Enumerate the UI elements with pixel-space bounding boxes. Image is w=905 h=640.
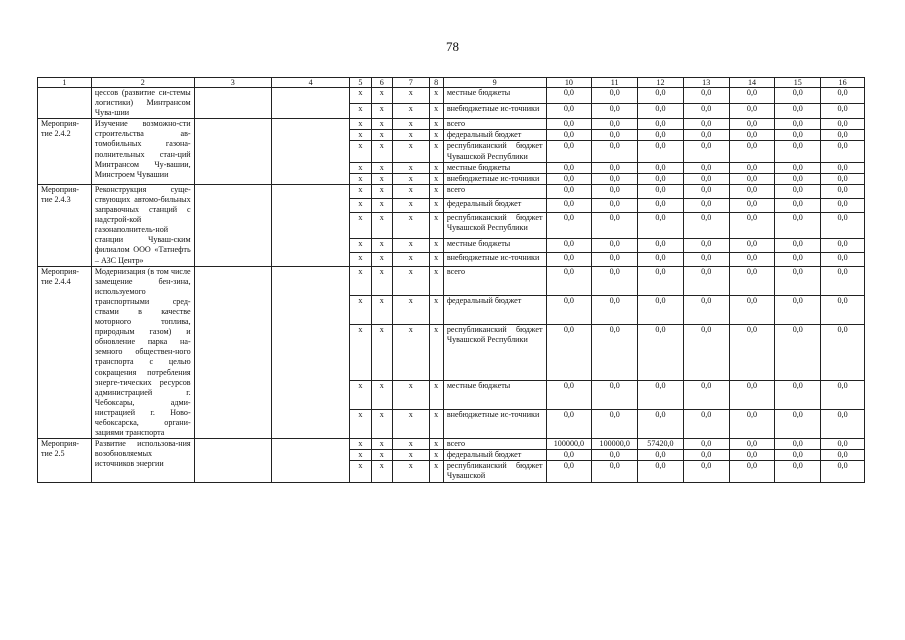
header-cell: 11 [592, 78, 638, 88]
empty-cell-col4 [271, 119, 349, 185]
empty-cell-col3 [194, 88, 271, 119]
code-mark-cell: x [350, 103, 371, 119]
code-mark-cell: x [350, 238, 371, 252]
amount-cell: 0,0 [546, 88, 592, 104]
amount-cell: 0,0 [683, 252, 729, 266]
amount-cell: 0,0 [821, 173, 865, 184]
code-mark-cell: x [392, 88, 429, 104]
code-mark-cell: x [371, 325, 392, 381]
amount-cell: 0,0 [592, 162, 638, 173]
code-mark-cell: x [350, 380, 371, 409]
funding-source-cell: местные бюджеты [443, 162, 546, 173]
amount-cell: 0,0 [592, 380, 638, 409]
code-mark-cell: x [429, 380, 443, 409]
amount-cell: 0,0 [638, 130, 684, 141]
amount-cell: 0,0 [592, 325, 638, 381]
code-mark-cell: x [371, 461, 392, 482]
header-cell: 14 [729, 78, 775, 88]
amount-cell: 0,0 [821, 380, 865, 409]
code-mark-cell: x [350, 409, 371, 438]
amount-cell: 0,0 [775, 409, 821, 438]
code-mark-cell: x [350, 439, 371, 450]
amount-cell: 0,0 [638, 295, 684, 324]
funding-source-cell: всего [443, 266, 546, 295]
amount-cell: 0,0 [638, 103, 684, 119]
code-mark-cell: x [429, 198, 443, 212]
amount-cell: 0,0 [775, 173, 821, 184]
amount-cell: 0,0 [821, 461, 865, 482]
code-mark-cell: x [392, 119, 429, 130]
table-row [38, 88, 865, 104]
amount-cell: 0,0 [821, 252, 865, 266]
amount-cell: 0,0 [821, 295, 865, 324]
code-mark-cell: x [371, 409, 392, 438]
amount-cell: 0,0 [729, 380, 775, 409]
code-mark-cell: x [350, 88, 371, 104]
measure-description-cell: Развитие использова-ния возобновляемых источников энергии [91, 439, 194, 482]
amount-cell: 0,0 [729, 409, 775, 438]
amount-cell: 0,0 [638, 450, 684, 461]
amount-cell: 0,0 [775, 198, 821, 212]
header-cell: 12 [638, 78, 684, 88]
amount-cell: 0,0 [729, 162, 775, 173]
amount-cell: 0,0 [546, 266, 592, 295]
empty-cell-col4 [271, 439, 349, 482]
amount-cell: 0,0 [638, 409, 684, 438]
amount-cell: 0,0 [729, 266, 775, 295]
amount-cell: 0,0 [638, 88, 684, 104]
code-mark-cell: x [371, 439, 392, 450]
amount-cell: 0,0 [821, 130, 865, 141]
code-mark-cell: x [429, 252, 443, 266]
amount-cell: 0,0 [729, 130, 775, 141]
amount-cell: 0,0 [775, 162, 821, 173]
amount-cell: 0,0 [638, 212, 684, 238]
code-mark-cell: x [429, 266, 443, 295]
code-mark-cell: x [350, 198, 371, 212]
empty-cell-col4 [271, 266, 349, 439]
amount-cell: 0,0 [775, 450, 821, 461]
amount-cell: 0,0 [775, 184, 821, 198]
amount-cell: 0,0 [821, 184, 865, 198]
code-mark-cell: x [350, 461, 371, 482]
amount-cell: 0,0 [821, 103, 865, 119]
amount-cell: 0,0 [592, 103, 638, 119]
amount-cell: 0,0 [546, 295, 592, 324]
amount-cell: 0,0 [592, 212, 638, 238]
amount-cell: 57420,0 [638, 439, 684, 450]
amount-cell: 0,0 [546, 119, 592, 130]
amount-cell: 0,0 [729, 141, 775, 162]
amount-cell: 0,0 [729, 295, 775, 324]
code-mark-cell: x [429, 212, 443, 238]
code-mark-cell: x [392, 380, 429, 409]
funding-source-cell: всего [443, 184, 546, 198]
table-row [38, 119, 865, 130]
amount-cell: 0,0 [592, 409, 638, 438]
code-mark-cell: x [392, 450, 429, 461]
amount-cell: 0,0 [638, 198, 684, 212]
code-mark-cell: x [350, 252, 371, 266]
code-mark-cell: x [392, 295, 429, 324]
funding-source-cell: внебюджетные ис-точники [443, 103, 546, 119]
amount-cell: 0,0 [683, 198, 729, 212]
amount-cell: 0,0 [821, 266, 865, 295]
code-mark-cell: x [371, 450, 392, 461]
amount-cell: 0,0 [683, 461, 729, 482]
amount-cell: 0,0 [821, 88, 865, 104]
amount-cell: 0,0 [775, 461, 821, 482]
code-mark-cell: x [371, 141, 392, 162]
measure-description-cell: цессов (развитие си-стемы логистики) Минтрансом Чува-шии [91, 88, 194, 119]
amount-cell: 0,0 [775, 252, 821, 266]
header-cell: 3 [194, 78, 271, 88]
code-mark-cell: x [392, 103, 429, 119]
code-mark-cell: x [392, 130, 429, 141]
empty-cell-col4 [271, 88, 349, 119]
page-number: 78 [446, 39, 459, 54]
amount-cell: 0,0 [546, 380, 592, 409]
code-mark-cell: x [392, 252, 429, 266]
amount-cell: 0,0 [683, 184, 729, 198]
code-mark-cell: x [371, 295, 392, 324]
code-mark-cell: x [392, 173, 429, 184]
funding-source-cell: федеральный бюджет [443, 130, 546, 141]
empty-cell-col3 [194, 439, 271, 482]
code-mark-cell: x [371, 119, 392, 130]
amount-cell: 0,0 [592, 130, 638, 141]
code-mark-cell: x [371, 252, 392, 266]
code-mark-cell: x [429, 439, 443, 450]
amount-cell: 0,0 [592, 238, 638, 252]
amount-cell: 0,0 [546, 252, 592, 266]
code-mark-cell: x [392, 198, 429, 212]
amount-cell: 0,0 [821, 409, 865, 438]
amount-cell: 0,0 [775, 325, 821, 381]
amount-cell: 0,0 [638, 238, 684, 252]
code-mark-cell: x [350, 173, 371, 184]
amount-cell: 0,0 [546, 103, 592, 119]
amount-cell: 0,0 [729, 252, 775, 266]
funding-source-cell: внебюджетные ис-точники [443, 409, 546, 438]
amount-cell: 0,0 [592, 173, 638, 184]
amount-cell: 0,0 [592, 198, 638, 212]
amount-cell: 0,0 [821, 119, 865, 130]
header-cell: 13 [683, 78, 729, 88]
amount-cell: 0,0 [683, 212, 729, 238]
amount-cell: 0,0 [592, 88, 638, 104]
amount-cell: 0,0 [775, 141, 821, 162]
measure-code-cell: Мероприя-тие 2.4.3 [38, 184, 92, 266]
amount-cell: 0,0 [546, 198, 592, 212]
amount-cell: 0,0 [775, 295, 821, 324]
funding-source-cell: внебюджетные ис-точники [443, 173, 546, 184]
amount-cell: 0,0 [729, 173, 775, 184]
code-mark-cell: x [429, 130, 443, 141]
funding-source-cell: всего [443, 119, 546, 130]
amount-cell: 0,0 [638, 184, 684, 198]
measure-code-cell: Мероприя-тие 2.4.2 [38, 119, 92, 185]
amount-cell: 0,0 [546, 212, 592, 238]
code-mark-cell: x [350, 295, 371, 324]
amount-cell: 0,0 [729, 212, 775, 238]
code-mark-cell: x [429, 450, 443, 461]
empty-cell-col4 [271, 184, 349, 266]
amount-cell: 0,0 [546, 409, 592, 438]
code-mark-cell: x [429, 409, 443, 438]
amount-cell: 100000,0 [546, 439, 592, 450]
amount-cell: 0,0 [683, 439, 729, 450]
code-mark-cell: x [392, 325, 429, 381]
header-cell: 8 [429, 78, 443, 88]
amount-cell: 0,0 [775, 130, 821, 141]
amount-cell: 0,0 [775, 380, 821, 409]
amount-cell: 0,0 [546, 173, 592, 184]
header-cell: 16 [821, 78, 865, 88]
code-mark-cell: x [371, 238, 392, 252]
amount-cell: 0,0 [638, 252, 684, 266]
measure-description-cell: Модернизация (в том числе замещение бен-зина, используемого транспортными сред-ствами в качестве моторного топлива, природным газом) и обновление парка на-земного обществен-ного транспорта с целью сокращения потребления энерге-тических ресурсов администрацией г. Чебоксары, адми-нистрацией г. Ново-чебоксарска, органи-зациями транспорта [91, 266, 194, 439]
funding-source-cell: республиканский бюджет Чувашской Республики [443, 141, 546, 162]
code-mark-cell: x [371, 266, 392, 295]
amount-cell: 0,0 [729, 238, 775, 252]
amount-cell: 0,0 [729, 119, 775, 130]
code-mark-cell: x [350, 184, 371, 198]
table-body [38, 78, 865, 483]
code-mark-cell: x [429, 173, 443, 184]
amount-cell: 0,0 [775, 238, 821, 252]
amount-cell: 0,0 [821, 212, 865, 238]
header-cell: 5 [350, 78, 371, 88]
amount-cell: 0,0 [546, 238, 592, 252]
code-mark-cell: x [371, 173, 392, 184]
code-mark-cell: x [392, 212, 429, 238]
code-mark-cell: x [429, 461, 443, 482]
amount-cell: 0,0 [546, 162, 592, 173]
amount-cell: 0,0 [775, 439, 821, 450]
funding-source-cell: всего [443, 439, 546, 450]
amount-cell: 0,0 [683, 325, 729, 381]
amount-cell: 0,0 [683, 266, 729, 295]
amount-cell: 0,0 [775, 103, 821, 119]
funding-source-cell: республиканский бюджет Чувашской Республики [443, 325, 546, 381]
amount-cell: 0,0 [683, 380, 729, 409]
header-cell: 4 [271, 78, 349, 88]
amount-cell: 0,0 [638, 461, 684, 482]
amount-cell: 0,0 [638, 266, 684, 295]
table-row [38, 266, 865, 295]
amount-cell: 0,0 [592, 295, 638, 324]
measure-code-cell: Мероприя-тие 2.4.4 [38, 266, 92, 439]
amount-cell: 0,0 [683, 173, 729, 184]
code-mark-cell: x [392, 184, 429, 198]
code-mark-cell: x [429, 103, 443, 119]
amount-cell: 0,0 [775, 212, 821, 238]
code-mark-cell: x [371, 162, 392, 173]
amount-cell: 0,0 [638, 162, 684, 173]
amount-cell: 0,0 [592, 252, 638, 266]
amount-cell: 0,0 [592, 184, 638, 198]
code-mark-cell: x [371, 184, 392, 198]
code-mark-cell: x [392, 439, 429, 450]
amount-cell: 0,0 [683, 130, 729, 141]
amount-cell: 0,0 [683, 162, 729, 173]
header-cell: 10 [546, 78, 592, 88]
amount-cell: 0,0 [729, 450, 775, 461]
code-mark-cell: x [350, 212, 371, 238]
amount-cell: 0,0 [546, 130, 592, 141]
amount-cell: 0,0 [638, 380, 684, 409]
amount-cell: 0,0 [821, 198, 865, 212]
funding-source-cell: федеральный бюджет [443, 295, 546, 324]
amount-cell: 0,0 [592, 461, 638, 482]
amount-cell: 100000,0 [592, 439, 638, 450]
header-cell: 2 [91, 78, 194, 88]
code-mark-cell: x [350, 119, 371, 130]
amount-cell: 0,0 [592, 450, 638, 461]
amount-cell: 0,0 [638, 119, 684, 130]
amount-cell: 0,0 [592, 119, 638, 130]
measure-description-cell: Реконструкция суще-ствующих автомо-бильных заправочных станций с надстрой-кой газонаполнитель-ной станции Чуваш-ским филиалом ООО «Татнефть – АЗС Центр» [91, 184, 194, 266]
code-mark-cell: x [371, 212, 392, 238]
table-row [38, 184, 865, 198]
code-mark-cell: x [429, 295, 443, 324]
code-mark-cell: x [371, 198, 392, 212]
amount-cell: 0,0 [683, 295, 729, 324]
measure-code-cell [38, 88, 92, 119]
empty-cell-col3 [194, 119, 271, 185]
code-mark-cell: x [392, 162, 429, 173]
header-cell: 1 [38, 78, 92, 88]
table-row [38, 439, 865, 450]
amount-cell: 0,0 [729, 461, 775, 482]
code-mark-cell: x [392, 461, 429, 482]
amount-cell: 0,0 [546, 450, 592, 461]
code-mark-cell: x [429, 88, 443, 104]
empty-cell-col3 [194, 266, 271, 439]
measure-description-cell: Изучение возможно-сти строительства ав-томобильных газона-полнительных стан-ций Минтрансом Чу-вашии, Минстроем Чувашии [91, 119, 194, 185]
amount-cell: 0,0 [729, 103, 775, 119]
amount-cell: 0,0 [683, 88, 729, 104]
amount-cell: 0,0 [683, 450, 729, 461]
code-mark-cell: x [350, 266, 371, 295]
code-mark-cell: x [350, 162, 371, 173]
header-cell: 6 [371, 78, 392, 88]
code-mark-cell: x [392, 266, 429, 295]
amount-cell: 0,0 [683, 103, 729, 119]
code-mark-cell: x [429, 238, 443, 252]
funding-source-cell: республиканский бюджет Чувашской Республики [443, 212, 546, 238]
amount-cell: 0,0 [729, 88, 775, 104]
amount-cell: 0,0 [821, 439, 865, 450]
amount-cell: 0,0 [729, 198, 775, 212]
funding-source-cell: федеральный бюджет [443, 450, 546, 461]
code-mark-cell: x [350, 450, 371, 461]
budget-table [37, 77, 865, 483]
amount-cell: 0,0 [729, 325, 775, 381]
amount-cell: 0,0 [729, 184, 775, 198]
amount-cell: 0,0 [775, 266, 821, 295]
amount-cell: 0,0 [638, 325, 684, 381]
amount-cell: 0,0 [683, 409, 729, 438]
code-mark-cell: x [350, 141, 371, 162]
amount-cell: 0,0 [821, 141, 865, 162]
code-mark-cell: x [371, 88, 392, 104]
amount-cell: 0,0 [683, 238, 729, 252]
amount-cell: 0,0 [821, 162, 865, 173]
code-mark-cell: x [371, 380, 392, 409]
empty-cell-col3 [194, 184, 271, 266]
amount-cell: 0,0 [821, 450, 865, 461]
code-mark-cell: x [371, 103, 392, 119]
amount-cell: 0,0 [683, 119, 729, 130]
code-mark-cell: x [429, 325, 443, 381]
amount-cell: 0,0 [638, 173, 684, 184]
code-mark-cell: x [350, 130, 371, 141]
amount-cell: 0,0 [821, 238, 865, 252]
code-mark-cell: x [350, 325, 371, 381]
amount-cell: 0,0 [546, 325, 592, 381]
amount-cell: 0,0 [592, 266, 638, 295]
code-mark-cell: x [429, 162, 443, 173]
code-mark-cell: x [429, 184, 443, 198]
amount-cell: 0,0 [729, 439, 775, 450]
code-mark-cell: x [371, 130, 392, 141]
code-mark-cell: x [392, 238, 429, 252]
amount-cell: 0,0 [546, 184, 592, 198]
amount-cell: 0,0 [546, 461, 592, 482]
header-cell: 15 [775, 78, 821, 88]
funding-source-cell: федеральный бюджет [443, 198, 546, 212]
amount-cell: 0,0 [775, 119, 821, 130]
measure-code-cell: Мероприя-тие 2.5 [38, 439, 92, 482]
code-mark-cell: x [392, 141, 429, 162]
amount-cell: 0,0 [775, 88, 821, 104]
amount-cell: 0,0 [546, 141, 592, 162]
funding-source-cell: республиканский бюджет Чувашской [443, 461, 546, 482]
funding-source-cell: внебюджетные ис-точники [443, 252, 546, 266]
header-cell: 7 [392, 78, 429, 88]
amount-cell: 0,0 [821, 325, 865, 381]
code-mark-cell: x [392, 409, 429, 438]
header-cell: 9 [443, 78, 546, 88]
funding-source-cell: местные бюджеты [443, 88, 546, 104]
amount-cell: 0,0 [638, 141, 684, 162]
code-mark-cell: x [429, 119, 443, 130]
code-mark-cell: x [429, 141, 443, 162]
amount-cell: 0,0 [683, 141, 729, 162]
header-row [38, 78, 865, 88]
funding-source-cell: местные бюджеты [443, 238, 546, 252]
funding-source-cell: местные бюджеты [443, 380, 546, 409]
amount-cell: 0,0 [592, 141, 638, 162]
